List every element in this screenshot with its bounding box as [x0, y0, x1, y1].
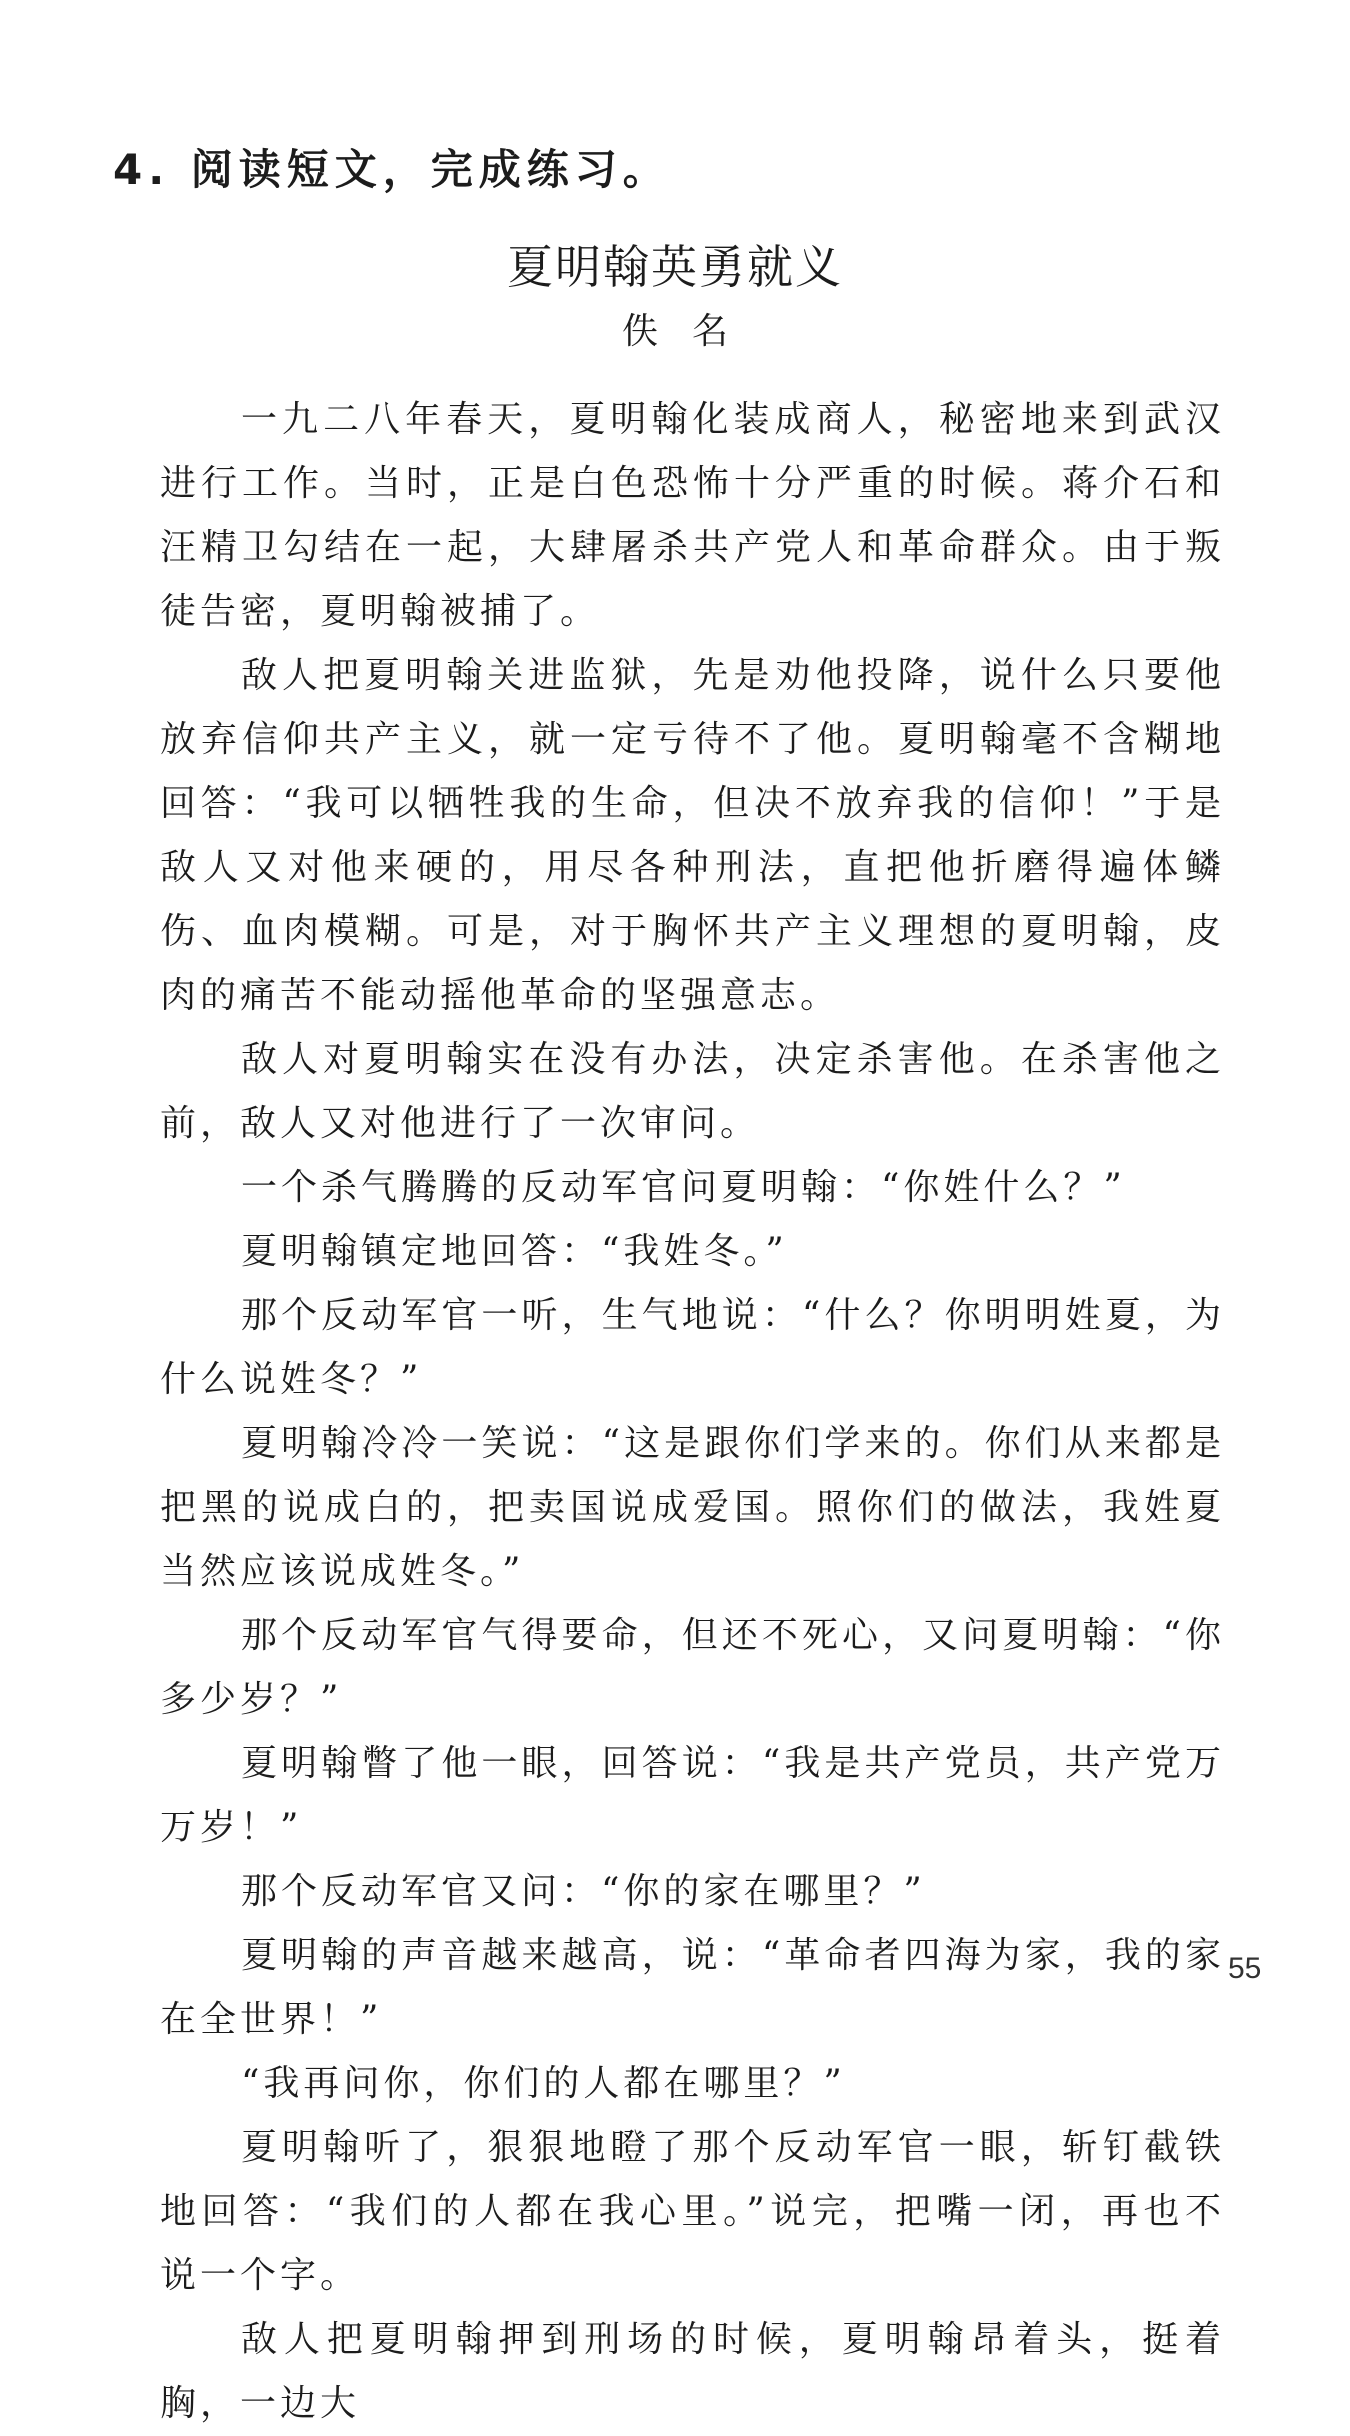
paragraph: “我再问你，你们的人都在哪里？” [241, 2063, 846, 2104]
paragraph: 那个反动军官一听，生气地说：“什么？你明明姓夏，为什么说姓冬？” [160, 1295, 1225, 1400]
paragraph: 夏明翰镇定地回答：“我姓冬。” [241, 1231, 788, 1272]
paragraph: 夏明翰听了，狠狠地瞪了那个反动军官一眼，斩钉截铁地回答：“我们的人都在我心里。”说完，把嘴一闭，再也不说一个字。 [160, 2127, 1225, 2296]
paragraph: 一个杀气腾腾的反动军官问夏明翰：“你姓什么？” [241, 1167, 1126, 1208]
paragraph: 夏明翰的声音越来越高，说：“革命者四海为家，我的家在全世界！” [160, 1935, 1225, 2040]
paragraph: 敌人把夏明翰押到刑场的时候，夏明翰昂着头，挺着胸，一边大 [160, 2319, 1225, 2424]
story-body [160, 388, 1225, 2436]
exercise-heading: 4. 阅读短文，完成练习。 [113, 145, 671, 194]
page-number: 55 [1228, 1952, 1262, 1985]
paragraph: 那个反动军官又问：“你的家在哪里？” [241, 1871, 926, 1912]
paragraph: 夏明翰瞥了他一眼，回答说：“我是共产党员，共产党万万岁！” [160, 1743, 1225, 1848]
paragraph: 一九二八年春天，夏明翰化装成商人，秘密地来到武汉进行工作。当时，正是白色恐怖十分严重的时候。蒋介石和汪精卫勾结在一起，大肆屠杀共产党人和革命群众。由于叛徒告密，夏明翰被捕了。 [160, 399, 1225, 632]
story-author: 佚名 [621, 311, 762, 352]
paragraph: 敌人对夏明翰实在没有办法，决定杀害他。在杀害他之前，敌人又对他进行了一次审问。 [160, 1039, 1225, 1144]
paragraph: 那个反动军官气得要命，但还不死心，又问夏明翰：“你多少岁？” [160, 1615, 1225, 1720]
story-title: 夏明翰英勇就义 [507, 240, 843, 294]
paragraph: 夏明翰冷冷一笑说：“这是跟你们学来的。你们从来都是把黑的说成白的，把卖国说成爱国。照你们的做法，我姓夏当然应该说成姓冬。” [160, 1423, 1225, 1592]
paragraph: 敌人把夏明翰关进监狱，先是劝他投降，说什么只要他放弃信仰共产主义，就一定亏待不了他。夏明翰毫不含糊地回答：“我可以牺牲我的生命，但决不放弃我的信仰！”于是敌人又对他来硬的，用尽各种刑法，直把他折磨得遍体鳞伤、血肉模糊。可是，对于胸怀共产主义理想的夏明翰，皮肉的痛苦不能动摇他革命的坚强意志。 [160, 655, 1225, 1016]
